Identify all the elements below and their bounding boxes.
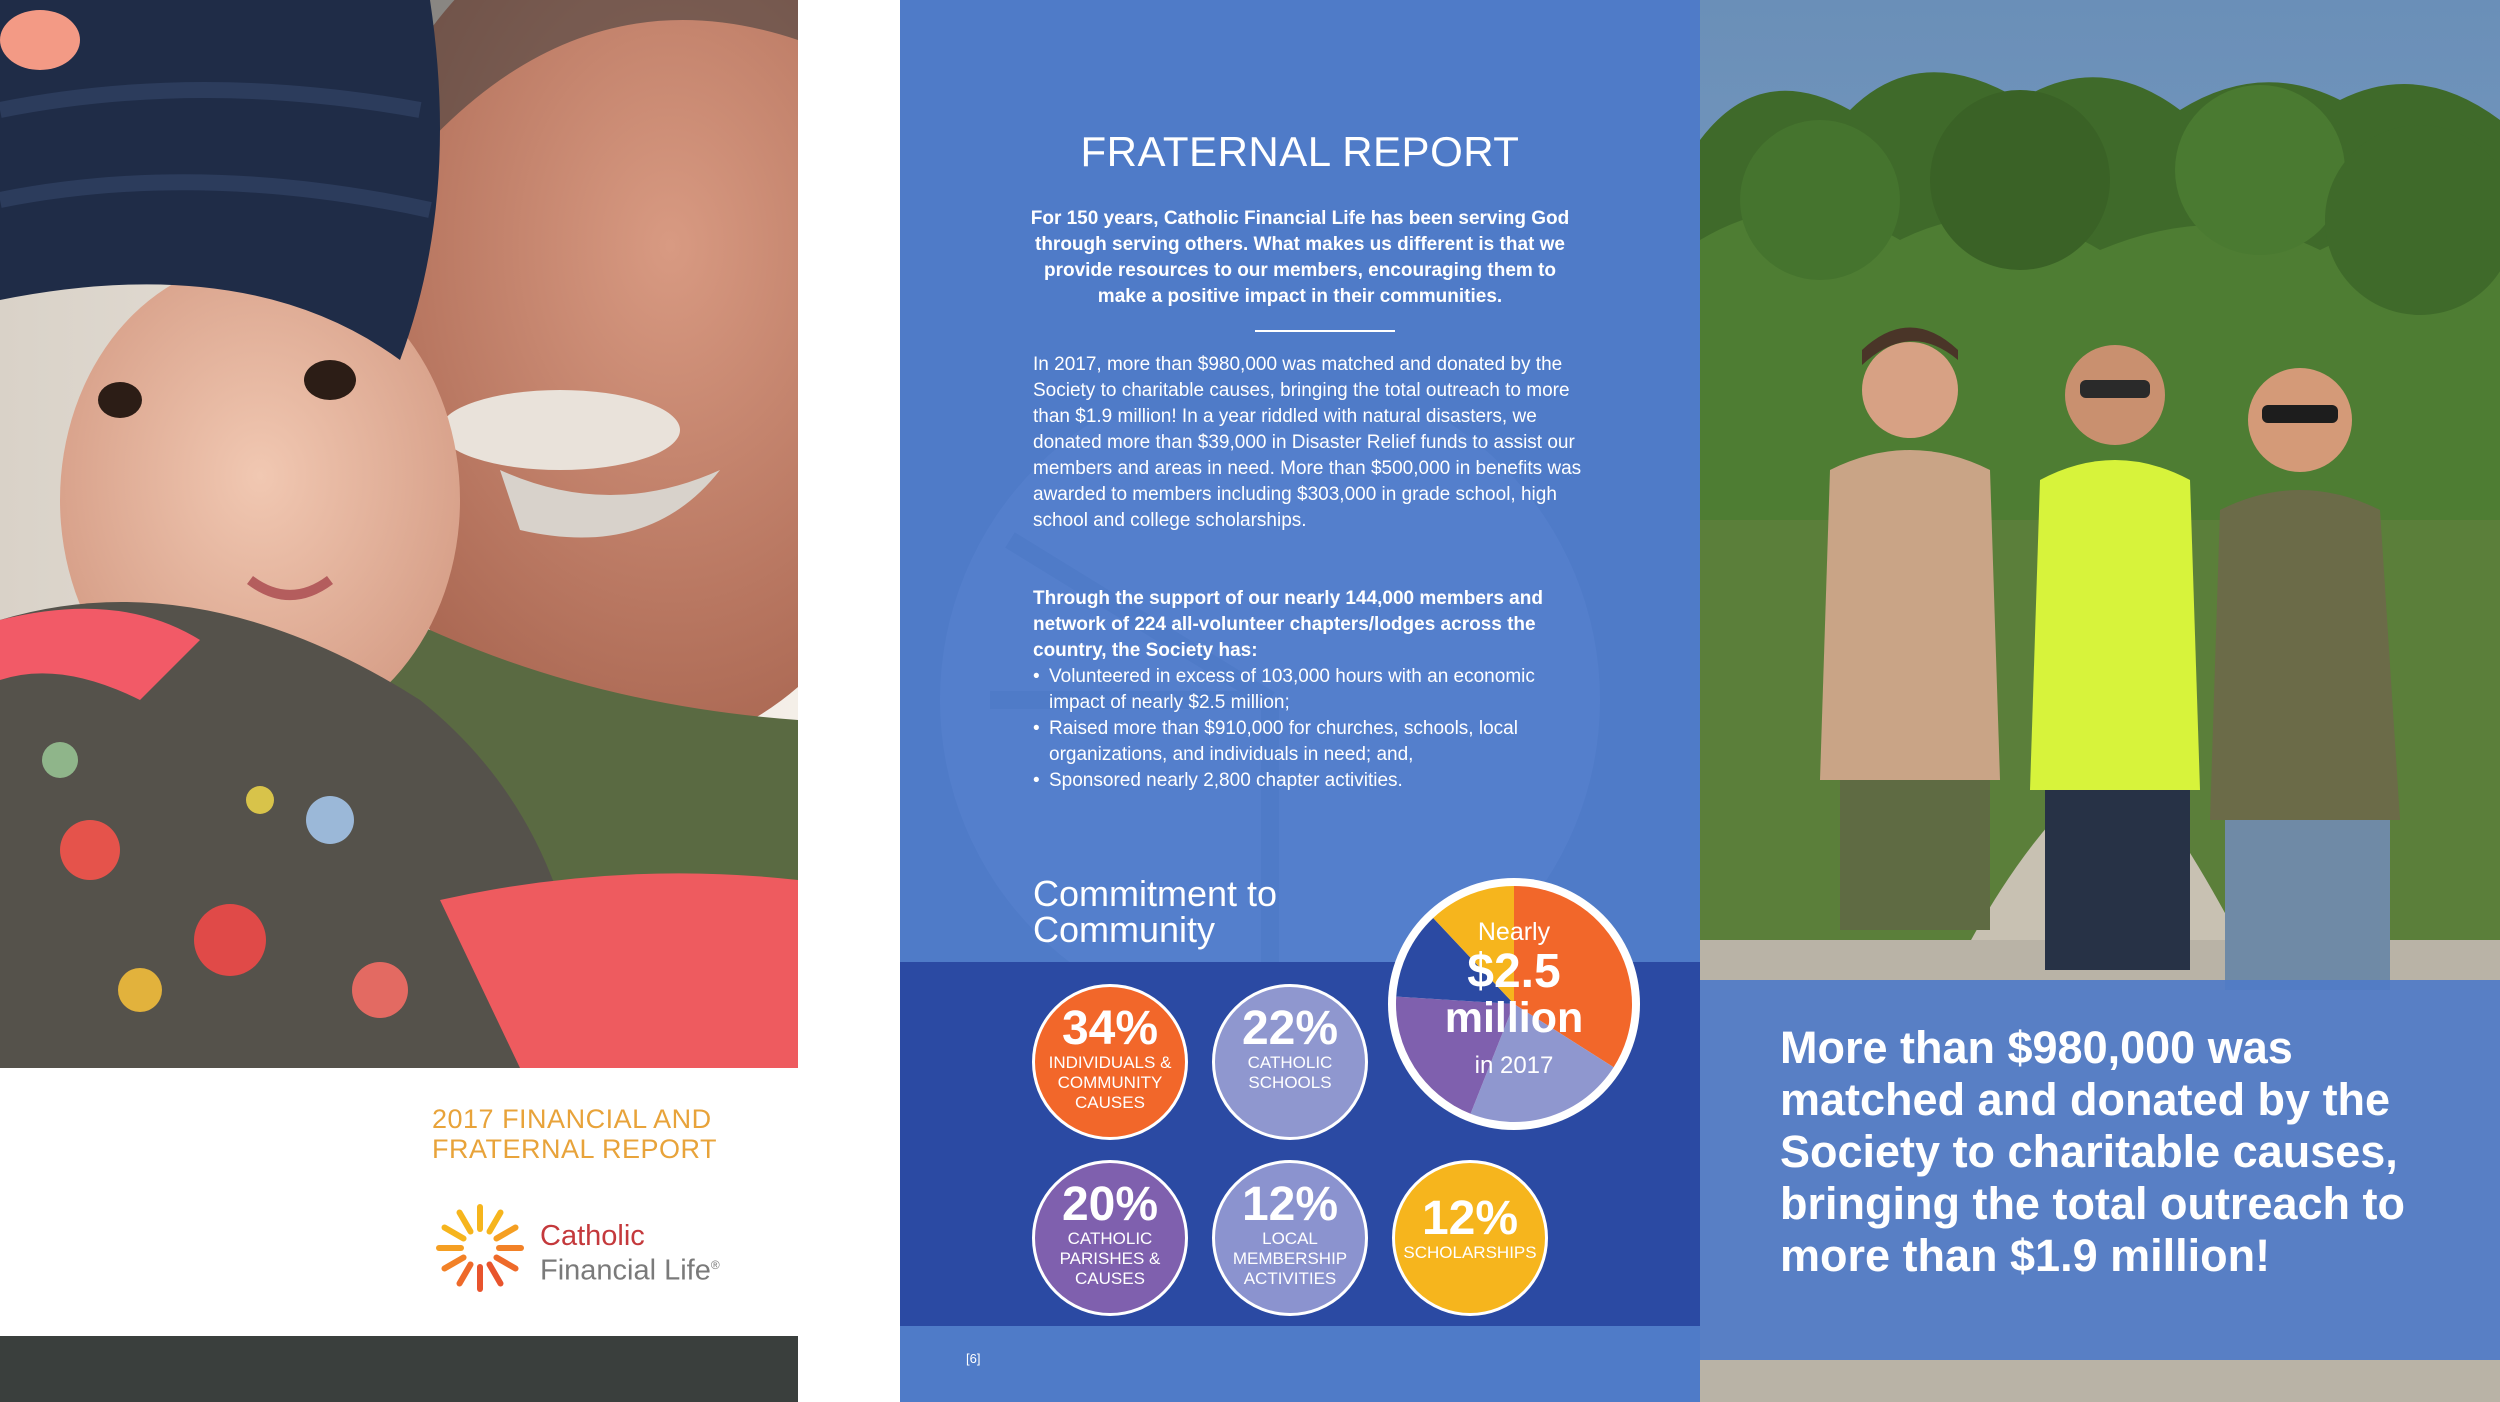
cover-panel: [0, 0, 798, 1402]
fraternal-report-panel: [900, 0, 1700, 1402]
total-amount: $2.5: [1467, 945, 1561, 998]
total-unit: million: [1444, 994, 1584, 1042]
bullet-item: • Sponsored nearly 2,800 chapter activities.: [1033, 768, 1593, 794]
total-nearly: Nearly: [1477, 918, 1551, 946]
logo-wordmark: [540, 1222, 720, 1286]
stat-percent: 12%: [1241, 1178, 1339, 1231]
stat-percent: 22%: [1241, 1002, 1339, 1055]
stat-percent: 20%: [1061, 1178, 1159, 1231]
cover-photo-strip: [0, 1336, 798, 1402]
commitment-title-line2: Community: [1033, 909, 1216, 950]
stat-label: LOCAL MEMBERSHIP ACTIVITIES: [1232, 1229, 1348, 1288]
report-intro: For 150 years, Catholic Financial Life has been serving God through serving others. What makes us different is that we provide resources to our members, encouraging them to make a positive impact in their communities.: [1030, 208, 1570, 307]
stat-percent: 34%: [1061, 1002, 1159, 1055]
report-heading: FRATERNAL REPORT: [1080, 128, 1520, 175]
stat-individuals-community: [1032, 984, 1188, 1140]
divider: [1255, 330, 1395, 332]
callout-text: More than $980,000 was matched and donated by the Society to charitable causes, bringing the total outreach to more than $1.9 million!: [1780, 1022, 2405, 1281]
commitment-title: [1033, 873, 1373, 950]
logo-name-line2: Financial Life: [540, 1254, 711, 1287]
stat-scholarships: [1392, 1160, 1548, 1316]
total-year: in 2017: [1474, 1052, 1554, 1079]
stat-percent: 12%: [1421, 1192, 1519, 1245]
report-bullet-list: [1033, 664, 1593, 794]
page-number: [6]: [966, 1351, 981, 1366]
report-support-text: Through the support of our nearly 144,000 members and network of 224 all-volunteer chapters/lodges across the country, the Society has:: [1033, 588, 1543, 661]
stat-catholic-parishes: [1032, 1160, 1188, 1316]
cover-photo: [0, 0, 798, 1068]
volunteers-photo-panel: [1700, 0, 2500, 1402]
cover-title-line1: 2017 FINANCIAL AND: [432, 1104, 712, 1134]
stat-label: CATHOLIC PARISHES & CAUSES: [1059, 1229, 1161, 1288]
bullet-item: • Raised more than $910,000 for churches, schools, local organizations, and individuals in need; and,: [1033, 716, 1593, 768]
stat-label: INDIVIDUALS & COMMUNITY CAUSES: [1048, 1053, 1172, 1112]
report-body: In 2017, more than $980,000 was matched and donated by the Society to charitable causes, bringing the total outreach to more than $1.9 million! In a year riddled with natural disasters, we donated more than $39,000 in Disaster Relief funds to assist our members and areas in need. More than $500,000 in benefits was awarded to members including $303,000 in grade school, high school and college scholarships.: [1033, 354, 1582, 531]
sunburst-logo-icon: [432, 1200, 528, 1296]
cover-title-line2: FRATERNAL REPORT: [432, 1134, 718, 1164]
catholic-financial-life-logo: [432, 1200, 772, 1290]
logo-name-line1: Catholic: [540, 1220, 645, 1252]
stat-label: SCHOLARSHIPS: [1403, 1243, 1537, 1262]
cover-title: [432, 1104, 772, 1164]
logo-trademark: ®: [710, 1258, 720, 1272]
stat-label: CATHOLIC SCHOOLS: [1247, 1053, 1333, 1092]
stat-local-membership: [1212, 1160, 1368, 1316]
commitment-title-line1: Commitment to: [1033, 873, 1278, 914]
bullet-item: • Volunteered in excess of 103,000 hours with an economic impact of nearly $2.5 million;: [1033, 664, 1593, 716]
total-pie-chart: [1388, 878, 1640, 1130]
stat-catholic-schools: [1212, 984, 1368, 1140]
